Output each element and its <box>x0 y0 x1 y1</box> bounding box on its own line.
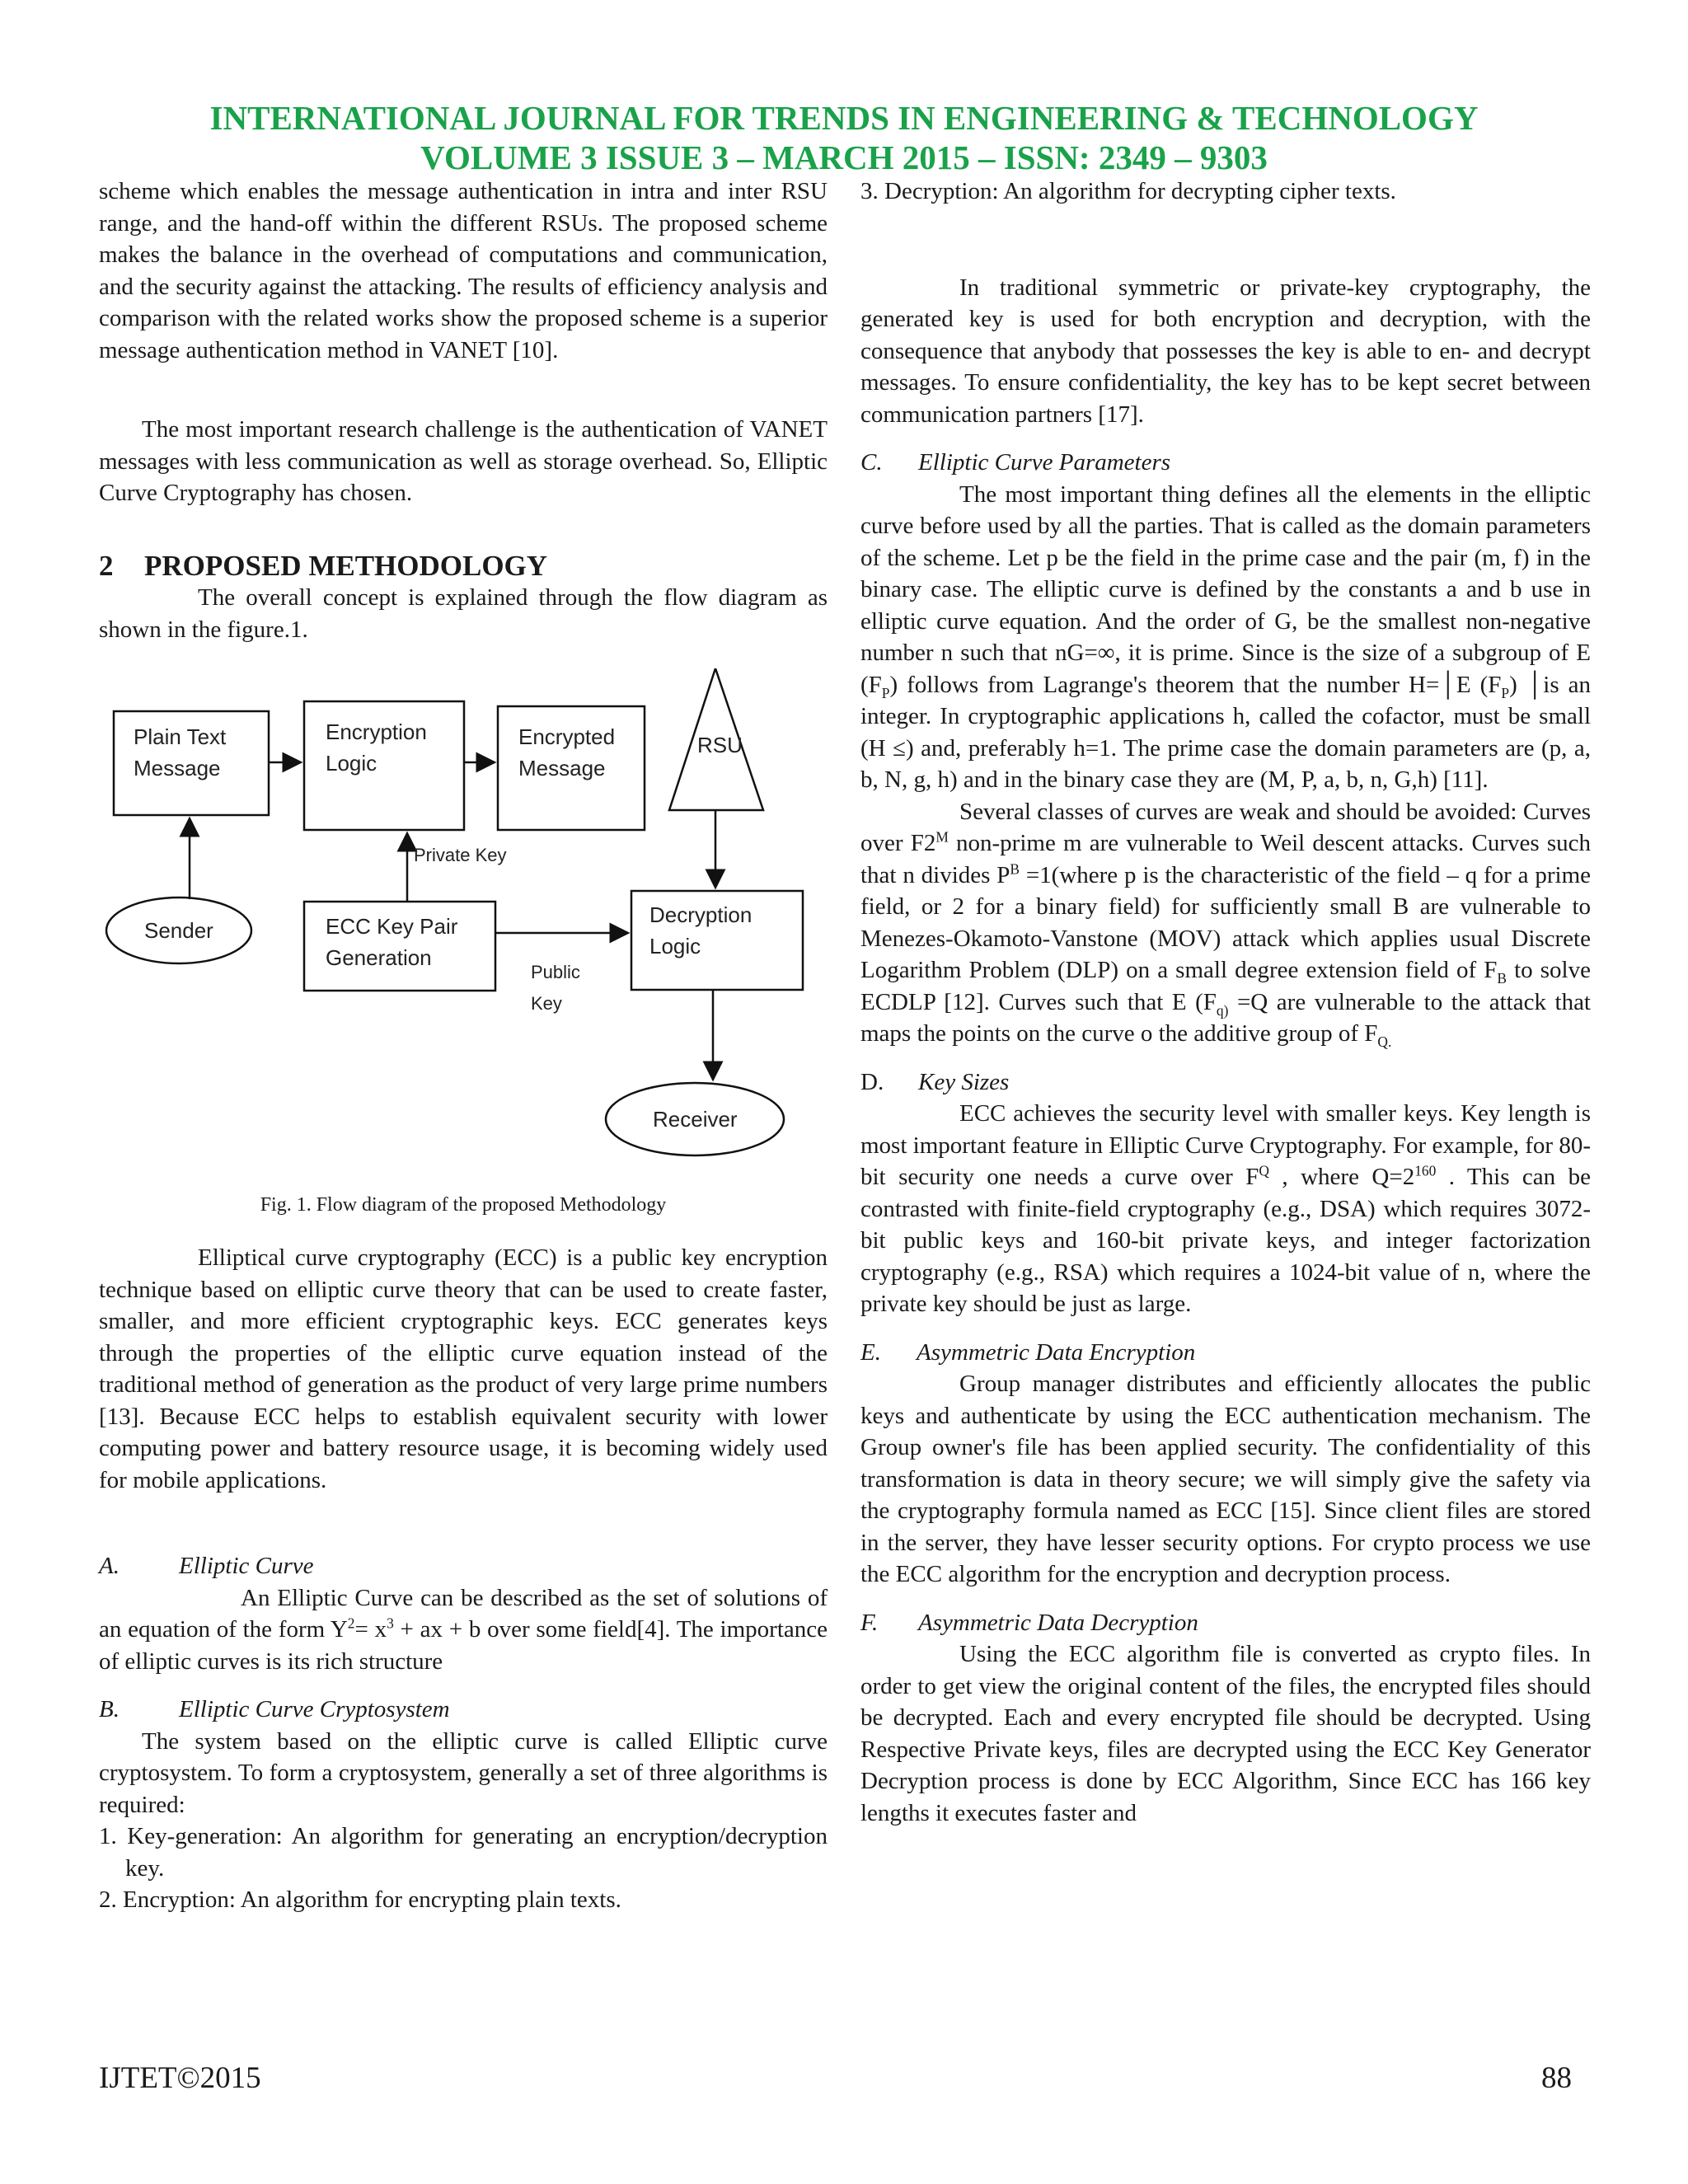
paragraph: Elliptical curve cryptography (ECC) is a public key encryption technique based on elliptic curve theory that can be used to create faster, smaller, and more efficient cryptographic keys. ECC generates keys through the properties of the elliptic curve equation instead of the traditional method of generation as the product of very large prime numbers [13]. Because ECC helps to establish equivalent security with lower computing power and battery resource usage, it is becoming widely used for mobile applications. <box>99 1244 828 1493</box>
plain-text-label: Message <box>134 756 221 780</box>
journal-title: INTERNATIONAL JOURNAL FOR TRENDS IN ENGINEERING & TECHNOLOGY <box>209 99 1479 137</box>
paragraph: Using the ECC algorithm file is converted as crypto files. In order to get view the original content of the files, the encrypted files should be decrypted. Each and every encrypted file should be decrypted. Using Respective Private keys, files are decrypted using the ECC Key Generator Decryption process is done by ECC Algorithm, Since ECC has 166 key lengths it executes faster and <box>860 1641 1591 1826</box>
list-item: 3. Decryption: An algorithm for decrypting cipher texts. <box>860 178 1396 204</box>
decryption-logic-label: Logic <box>649 934 701 958</box>
subsection-heading: F. Asymmetric Data Decryption <box>860 1609 1198 1636</box>
paragraph: Several classes of curves are weak and should be avoided: Curves over $F2^M$ non-prime m are vulnerable to Weil descent attacks. Curves such that n divides $P^B$ =1(where p is the characteristic of the field – q for a prime field, or 2 for a binary field) for sufficiently small B are vulnerable to Menezes-Okamoto-Vanstone (MOV) attack which applies usual Discrete Logarithm Problem (DLP) on a small degree extension field of $F_B$ to solve ECDLP [12]. Curves such that E ($F_{q)} =Q$ are vulnerable to the attack that maps the points on the curve o the additive group of $F_{Q.}$ <box>860 798 1591 1050</box>
encryption-logic-label: Encryption <box>326 719 427 744</box>
plain-text-label: Plain Text <box>134 724 227 749</box>
sender-label: Sender <box>144 918 213 943</box>
rsu-label: RSU <box>697 733 743 757</box>
paragraph: The system based on the elliptic curve is called Elliptic curve cryptosystem. To form a cryptosystem, generally a set of three algorithms is required: <box>99 1727 828 1818</box>
decryption-logic-label: Decryption <box>649 902 753 927</box>
left-column <box>99 176 828 1916</box>
paragraph: scheme which enables the message authentication in intra and inter RSU range, and the hand-off within the different RSUs. The proposed scheme makes the balance in the overhead of computations and communication, and the security against the attacking. The results of efficiency analysis and comparison with the related works show the proposed scheme is a superior message authentication method in VANET [10]. <box>99 178 828 363</box>
paragraph: ECC achieves the security level with smaller keys. Key length is most important feature in Elliptic Curve Cryptography. For example, for 80-bit security one needs a curve over $F^Q$ , where $Q=2^{160}$ . This can be contrasted with finite-field cryptography (e.g., DSA) which requires 3072-bit public keys and 160-bit private keys, and integer factorization cryptography (e.g., RSA) which requires a 1024-bit value of n, where the private key should be just as large. <box>860 1100 1591 1317</box>
encrypted-message-label: Encrypted <box>518 724 616 749</box>
paragraph: The most important thing defines all the elements in the elliptic curve before used by all the parties. That is called as the domain parameters of the scheme. Let p be the field in the prime case and the pair (m, f) in the binary case. The elliptic curve is defined by the constants a and b use in elliptic curve equation. And the order of G, be the smallest non-negative number n such that nG=∞, it is prime. Since is the size of a subgroup of E $(F_P)$ follows from Lagrange's theorem that the number H=│E $(F_P)$ │is an integer. In cryptographic applications h, called the cofactor, must be small (H ≤) and, preferably h=1. The prime case the domain parameters are (p, a, b, N, g, h) and in the binary case they are (M, P, a, b, n, G,h) [11]. <box>860 480 1592 793</box>
private-key-label: Private Key <box>414 845 507 865</box>
public-key-label: Public <box>531 962 580 982</box>
flow-diagram <box>99 668 828 1179</box>
subsection-heading: C. Elliptic Curve Parameters <box>860 449 1171 476</box>
right-column <box>860 176 1591 1829</box>
paragraph: The most important research challenge is the authentication of VANET messages with less communication as well as storage overhead. So, Elliptic Curve Cryptography has chosen. <box>99 416 828 506</box>
page-number: 88 <box>1541 2061 1572 2095</box>
subsection-heading: E. Asymmetric Data Encryption <box>860 1338 1196 1366</box>
paragraph: In traditional symmetric or private-key cryptography, the generated key is used for both encryption and decryption, with the consequence that anybody that possesses the key is able to en- and decrypt messages. To ensure confidentiality, the key has to be kept secret between communication partners [17]. <box>860 274 1591 428</box>
list-item: 1. Key-generation: An algorithm for generating an encryption/decryption key. <box>99 1823 828 1882</box>
public-key-label: Key <box>531 993 562 1014</box>
encrypted-message-label: Message <box>518 756 606 780</box>
ecc-key-pair-label: ECC Key Pair <box>326 914 458 939</box>
paragraph: The overall concept is explained through the flow diagram as shown in the figure.1. <box>99 584 828 643</box>
subsection-heading: D. Key Sizes <box>860 1068 1010 1095</box>
footer-copyright: IJTET©2015 <box>99 2061 261 2095</box>
subsection-heading: A. Elliptic Curve <box>99 1553 314 1579</box>
paragraph: An Elliptic Curve can be described as the set of solutions of an equation of the form $Y^2= x^3$ + ax + b over some field[4]. The importance of elliptic curves is its rich structure <box>99 1584 828 1675</box>
journal-volume: VOLUME 3 ISSUE 3 – MARCH 2015 – ISSN: 2349 – 9303 <box>420 138 1268 176</box>
receiver-label: Receiver <box>653 1107 738 1132</box>
paragraph: Group manager distributes and efficiently allocates the public keys and authenticate by using the ECC authentication mechanism. The Group owner's file has been applied security. The confidentiality of this transformation is data in theory secure; we will simply give the safety via the cryptography formula named as ECC [15]. Since client files are stored in the server, they have lesser security options. For crypto process we use the ECC algorithm for the encryption and decryption process. <box>860 1371 1591 1587</box>
subsection-heading: B. Elliptic Curve Cryptosystem <box>99 1696 450 1722</box>
section-heading: 2 PROPOSED METHODOLOGY <box>99 549 548 582</box>
list-item: 2. Encryption: An algorithm for encrypting plain texts. <box>99 1886 621 1913</box>
encryption-logic-label: Logic <box>326 751 377 776</box>
ecc-key-pair-label: Generation <box>326 945 432 970</box>
figure-caption: Fig. 1. Flow diagram of the proposed Methodology <box>260 1194 667 1216</box>
